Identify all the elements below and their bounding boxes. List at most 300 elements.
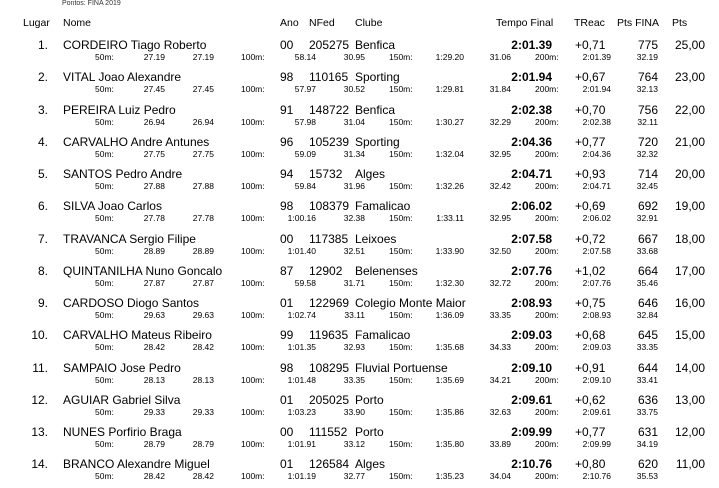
split-100-label: 100m:	[241, 246, 265, 256]
club: Benfica	[355, 38, 396, 52]
fina-points: 692	[637, 199, 658, 213]
fina-points: 636	[637, 393, 658, 407]
split-200-lap: 32.32	[636, 149, 658, 159]
reaction-time: +0,62	[575, 393, 606, 407]
split-100-lap: 31.04	[343, 117, 365, 127]
swimmer-name: VITAL Joao Alexandre	[63, 70, 182, 84]
split-100-label: 100m:	[241, 407, 265, 417]
swimmer-name: AGUIAR Gabriel Silva	[63, 393, 181, 407]
split-100-label: 100m:	[241, 375, 265, 385]
club: Alges	[355, 457, 386, 471]
split-200-label: 200m:	[535, 375, 559, 385]
split-50-label: 50m:	[95, 439, 114, 449]
split-50-cumulative: 27.78	[143, 213, 165, 223]
split-150-cumulative: 1:33.11	[436, 213, 464, 223]
split-200-cumulative: 2:10.76	[582, 471, 611, 481]
split-50-cumulative: 28.13	[143, 375, 165, 385]
split-200-label: 200m:	[535, 342, 559, 352]
place: 9.	[37, 296, 48, 310]
split-200-label: 200m:	[535, 246, 559, 256]
split-50-lap: 29.33	[192, 407, 214, 417]
points: 11,00	[675, 457, 705, 471]
points: 18,00	[674, 232, 705, 246]
place: 11.	[32, 361, 48, 375]
club: Benfica	[355, 103, 396, 117]
split-150-lap: 32.63	[489, 407, 511, 417]
split-150-label: 150m:	[389, 310, 413, 320]
reaction-time: +0,67	[575, 70, 606, 84]
club: Porto	[355, 425, 384, 439]
split-150-lap: 32.42	[489, 181, 511, 191]
split-50-label: 50m:	[95, 278, 114, 288]
club: Belenenses	[355, 264, 418, 278]
place: 2.	[37, 70, 48, 84]
split-200-cumulative: 2:06.02	[582, 213, 611, 223]
fina-points: 720	[637, 135, 658, 149]
federation-number: 119635	[309, 328, 349, 342]
points: 12,00	[674, 425, 705, 439]
club: Alges	[355, 167, 386, 181]
final-time: 2:04.71	[511, 167, 552, 181]
split-50-label: 50m:	[95, 471, 114, 481]
split-200-cumulative: 2:01.94	[582, 84, 611, 94]
split-200-lap: 33.41	[636, 375, 658, 385]
final-time: 2:09.10	[511, 361, 552, 375]
final-time: 2:09.03	[511, 328, 552, 342]
points: 23,00	[674, 70, 705, 84]
club: Leixoes	[355, 232, 397, 246]
split-200-cumulative: 2:04.71	[582, 181, 611, 191]
final-time: 2:09.99	[511, 425, 552, 439]
split-150-label: 150m:	[389, 52, 413, 62]
birth-year: 98	[280, 361, 294, 375]
reaction-time: +0,70	[575, 103, 606, 117]
split-50-cumulative: 27.45	[143, 84, 165, 94]
split-50-label: 50m:	[95, 246, 114, 256]
split-200-lap: 32.91	[636, 213, 658, 223]
points: 17,00	[674, 264, 705, 278]
swimmer-name: NUNES Porfirio Braga	[63, 425, 182, 439]
split-100-cumulative: 1:02.74	[287, 310, 316, 320]
split-150-label: 150m:	[389, 117, 413, 127]
split-150-lap: 31.06	[489, 52, 511, 62]
points: 13,00	[674, 393, 705, 407]
fina-points: 664	[637, 264, 658, 278]
points: 20,00	[674, 167, 705, 181]
header-treac: TReac	[574, 17, 605, 29]
club: Famalicao	[355, 328, 411, 342]
split-100-label: 100m:	[241, 342, 265, 352]
split-100-label: 100m:	[241, 181, 265, 191]
split-200-label: 200m:	[535, 213, 559, 223]
split-100-cumulative: 1:03.23	[287, 407, 316, 417]
federation-number: 117385	[309, 232, 349, 246]
split-200-cumulative: 2:09.03	[582, 342, 611, 352]
federation-number: 205025	[309, 393, 350, 407]
split-200-lap: 35.46	[636, 278, 658, 288]
split-100-lap: 33.12	[343, 439, 365, 449]
split-150-cumulative: 1:35.80	[435, 439, 464, 449]
birth-year: 99	[280, 328, 294, 342]
federation-number: 105239	[309, 135, 350, 149]
swimmer-name: CORDEIRO Tiago Roberto	[63, 38, 207, 52]
final-time: 2:10.76	[511, 457, 552, 471]
split-50-cumulative: 29.33	[143, 407, 165, 417]
split-150-cumulative: 1:32.04	[435, 149, 464, 159]
split-100-label: 100m:	[241, 84, 265, 94]
split-50-lap: 26.94	[192, 117, 214, 127]
split-100-cumulative: 57.98	[294, 117, 316, 127]
split-100-lap: 33.90	[343, 407, 365, 417]
split-100-cumulative: 1:00.16	[287, 213, 316, 223]
birth-year: 87	[280, 264, 294, 278]
split-100-lap: 30.95	[343, 52, 365, 62]
final-time: 2:06.02	[511, 199, 552, 213]
split-100-label: 100m:	[241, 149, 265, 159]
split-50-lap: 28.89	[192, 246, 214, 256]
birth-year: 00	[280, 38, 294, 52]
split-150-label: 150m:	[389, 471, 413, 481]
swimmer-name: CARDOSO Diogo Santos	[63, 296, 200, 310]
split-200-label: 200m:	[535, 278, 559, 288]
split-200-label: 200m:	[535, 310, 559, 320]
final-time: 2:01.94	[511, 70, 552, 84]
club: Colegio Monte Maior	[355, 296, 466, 310]
final-time: 2:08.93	[511, 296, 552, 310]
place: 4.	[37, 135, 48, 149]
split-150-cumulative: 1:36.09	[435, 310, 464, 320]
split-50-lap: 29.63	[192, 310, 214, 320]
split-200-lap: 33.68	[636, 246, 658, 256]
split-200-cumulative: 2:04.36	[582, 149, 611, 159]
split-100-cumulative: 1:01.91	[287, 439, 316, 449]
swimmer-name: CARVALHO Mateus Ribeiro	[63, 328, 212, 342]
split-100-cumulative: 59.58	[294, 278, 316, 288]
reaction-time: +0,69	[575, 199, 606, 213]
split-150-lap: 34.33	[489, 342, 511, 352]
reaction-time: +0,75	[575, 296, 606, 310]
header-tempo: Tempo Final	[496, 17, 554, 29]
split-150-cumulative: 1:33.90	[435, 246, 464, 256]
fina-points: 714	[637, 167, 658, 181]
header-lugar: Lugar	[23, 17, 50, 29]
split-200-cumulative: 2:01.39	[582, 52, 611, 62]
split-100-label: 100m:	[241, 278, 265, 288]
fina-points: 644	[637, 361, 658, 375]
split-100-cumulative: 1:01.35	[287, 342, 316, 352]
split-100-label: 100m:	[241, 471, 265, 481]
points: 14,00	[674, 361, 705, 375]
federation-number: 108295	[309, 361, 350, 375]
club: Sporting	[355, 70, 400, 84]
split-50-lap: 28.13	[192, 375, 214, 385]
place: 3.	[37, 103, 48, 117]
birth-year: 00	[280, 232, 294, 246]
split-150-cumulative: 1:32.26	[435, 181, 464, 191]
place: 13.	[31, 425, 48, 439]
place: 10.	[31, 328, 48, 342]
split-150-cumulative: 1:35.68	[435, 342, 464, 352]
split-150-lap: 34.04	[489, 471, 511, 481]
split-150-lap: 33.35	[489, 310, 511, 320]
place: 7.	[37, 232, 48, 246]
split-200-lap: 32.84	[636, 310, 658, 320]
fina-points: 667	[637, 232, 658, 246]
split-150-label: 150m:	[389, 278, 413, 288]
place: 8.	[37, 264, 48, 278]
fina-points: 756	[637, 103, 658, 117]
header-ptsfina: Pts FINA	[617, 17, 660, 29]
club: Porto	[355, 393, 384, 407]
header-nfed: NFed	[309, 17, 335, 29]
birth-year: 96	[280, 135, 294, 149]
split-200-label: 200m:	[535, 117, 559, 127]
split-150-label: 150m:	[389, 213, 413, 223]
split-100-lap: 32.77	[343, 471, 365, 481]
split-100-cumulative: 1:01.48	[287, 375, 316, 385]
split-100-lap: 33.35	[343, 375, 365, 385]
split-150-label: 150m:	[389, 84, 413, 94]
split-50-cumulative: 27.75	[143, 149, 165, 159]
split-50-lap: 27.78	[192, 213, 214, 223]
split-100-cumulative: 1:01.19	[287, 471, 316, 481]
split-200-label: 200m:	[535, 439, 559, 449]
split-150-label: 150m:	[389, 181, 413, 191]
split-200-lap: 34.19	[636, 439, 658, 449]
swimmer-name: SILVA Joao Carlos	[63, 199, 162, 213]
birth-year: 01	[280, 296, 294, 310]
split-150-cumulative: 1:35.69	[435, 375, 464, 385]
split-150-cumulative: 1:29.81	[435, 84, 464, 94]
split-50-label: 50m:	[95, 407, 114, 417]
split-150-cumulative: 1:29.20	[435, 52, 464, 62]
split-50-lap: 28.42	[192, 342, 214, 352]
split-50-label: 50m:	[95, 84, 114, 94]
fina-points: 631	[637, 425, 658, 439]
split-50-cumulative: 27.88	[143, 181, 165, 191]
split-200-label: 200m:	[535, 471, 559, 481]
split-50-label: 50m:	[95, 117, 114, 127]
federation-number: 126584	[309, 457, 350, 471]
split-100-label: 100m:	[241, 310, 265, 320]
split-50-cumulative: 28.79	[143, 439, 165, 449]
header-pts: Pts	[672, 17, 688, 29]
header-clube: Clube	[355, 17, 383, 29]
split-100-lap: 31.34	[343, 149, 365, 159]
split-50-lap: 27.88	[192, 181, 214, 191]
split-50-label: 50m:	[95, 52, 114, 62]
swimmer-name: TRAVANCA Sergio Filipe	[63, 232, 196, 246]
header-ano: Ano	[280, 17, 299, 29]
place: 6.	[37, 199, 48, 213]
reaction-time: +0,77	[575, 135, 606, 149]
reaction-time: +0,93	[575, 167, 606, 181]
fina-points: 764	[637, 70, 658, 84]
federation-number: 108379	[309, 199, 350, 213]
birth-year: 00	[280, 425, 294, 439]
reaction-time: +0,68	[575, 328, 606, 342]
split-100-cumulative: 59.84	[294, 181, 316, 191]
reaction-time: +0,71	[575, 38, 606, 52]
swimmer-name: SANTOS Pedro Andre	[63, 167, 183, 181]
birth-year: 01	[280, 457, 294, 471]
split-50-cumulative: 27.19	[143, 52, 165, 62]
points: 22,00	[674, 103, 705, 117]
federation-number: 110165	[309, 70, 349, 84]
club: Famalicao	[355, 199, 411, 213]
reaction-time: +1,02	[575, 264, 606, 278]
split-50-cumulative: 28.42	[143, 471, 165, 481]
split-150-label: 150m:	[389, 407, 413, 417]
swimmer-name: CARVALHO Andre Antunes	[63, 135, 210, 149]
split-200-cumulative: 2:07.76	[582, 278, 611, 288]
club: Fluvial Portuense	[355, 361, 448, 375]
birth-year: 98	[280, 70, 294, 84]
place: 5.	[37, 167, 48, 181]
split-200-lap: 33.75	[636, 407, 658, 417]
final-time: 2:04.36	[511, 135, 552, 149]
split-100-lap: 30.52	[343, 84, 365, 94]
place: 1.	[37, 38, 48, 52]
reaction-time: +0,72	[575, 232, 606, 246]
federation-number: 111552	[309, 425, 348, 439]
split-100-label: 100m:	[241, 117, 265, 127]
birth-year: 91	[280, 103, 294, 117]
split-200-label: 200m:	[535, 84, 559, 94]
split-150-cumulative: 1:30.27	[435, 117, 464, 127]
federation-number: 148722	[309, 103, 350, 117]
reaction-time: +0,80	[575, 457, 606, 471]
split-50-lap: 27.75	[192, 149, 214, 159]
final-time: 2:07.76	[511, 264, 552, 278]
split-150-label: 150m:	[389, 246, 413, 256]
split-150-label: 150m:	[389, 375, 413, 385]
split-100-label: 100m:	[241, 213, 265, 223]
split-100-label: 100m:	[241, 52, 265, 62]
split-150-lap: 32.50	[489, 246, 511, 256]
split-200-cumulative: 2:09.10	[582, 375, 611, 385]
split-100-lap: 32.38	[343, 213, 365, 223]
split-150-lap: 33.89	[489, 439, 511, 449]
place: 12.	[31, 393, 48, 407]
split-50-lap: 28.42	[192, 471, 214, 481]
split-150-cumulative: 1:32.30	[435, 278, 464, 288]
split-100-label: 100m:	[241, 439, 265, 449]
swimmer-name: BRANCO Alexandre Miguel	[63, 457, 210, 471]
split-50-cumulative: 28.42	[143, 342, 165, 352]
split-150-cumulative: 1:35.23	[435, 471, 464, 481]
swimmer-name: SAMPAIO Jose Pedro	[63, 361, 181, 375]
club: Sporting	[355, 135, 400, 149]
split-150-label: 150m:	[389, 149, 413, 159]
split-50-label: 50m:	[95, 310, 114, 320]
final-time: 2:07.58	[511, 232, 552, 246]
fina-points: 646	[637, 296, 658, 310]
split-200-lap: 33.35	[636, 342, 658, 352]
split-150-lap: 31.84	[489, 84, 511, 94]
split-200-cumulative: 2:02.38	[582, 117, 611, 127]
split-100-cumulative: 57.97	[294, 84, 316, 94]
split-200-label: 200m:	[535, 181, 559, 191]
split-150-label: 150m:	[389, 342, 413, 352]
split-50-lap: 27.19	[192, 52, 214, 62]
fina-points: 620	[637, 457, 658, 471]
federation-number: 205275	[309, 38, 350, 52]
points: 19,00	[674, 199, 705, 213]
split-100-lap: 32.93	[343, 342, 365, 352]
split-50-cumulative: 27.87	[143, 278, 165, 288]
split-100-cumulative: 58.14	[294, 52, 316, 62]
split-100-lap: 31.96	[343, 181, 365, 191]
federation-number: 122969	[309, 296, 350, 310]
split-200-label: 200m:	[535, 149, 559, 159]
split-50-label: 50m:	[95, 375, 114, 385]
split-100-lap: 31.71	[343, 278, 365, 288]
split-50-cumulative: 29.63	[143, 310, 165, 320]
points: 16,00	[674, 296, 705, 310]
place: 14.	[31, 457, 48, 471]
split-50-lap: 28.79	[192, 439, 214, 449]
split-200-lap: 35.53	[636, 471, 658, 481]
points: 21,00	[674, 135, 705, 149]
split-150-lap: 34.21	[489, 375, 511, 385]
split-200-cumulative: 2:09.99	[582, 439, 611, 449]
split-200-lap: 32.19	[636, 52, 658, 62]
final-time: 2:02.38	[511, 103, 552, 117]
split-150-lap: 32.29	[489, 117, 511, 127]
reaction-time: +0,91	[575, 361, 606, 375]
federation-number: 12902	[309, 264, 343, 278]
split-200-label: 200m:	[535, 407, 559, 417]
swimmer-name: QUINTANILHA Nuno Goncalo	[63, 264, 223, 278]
split-150-label: 150m:	[389, 439, 413, 449]
split-100-cumulative: 1:01.40	[287, 246, 316, 256]
split-200-lap: 32.11	[637, 117, 658, 127]
final-time: 2:09.61	[511, 393, 552, 407]
split-200-label: 200m:	[535, 52, 559, 62]
split-150-lap: 32.95	[489, 149, 511, 159]
points: 15,00	[674, 328, 705, 342]
split-50-cumulative: 26.94	[143, 117, 165, 127]
fina-points: 775	[637, 38, 658, 52]
split-200-cumulative: 2:09.61	[582, 407, 611, 417]
birth-year: 01	[280, 393, 294, 407]
split-50-label: 50m:	[95, 181, 114, 191]
split-50-label: 50m:	[95, 149, 114, 159]
split-200-cumulative: 2:08.93	[582, 310, 611, 320]
birth-year: 94	[280, 167, 294, 181]
split-200-lap: 32.13	[636, 84, 658, 94]
split-50-lap: 27.45	[192, 84, 214, 94]
split-100-lap: 32.51	[343, 246, 365, 256]
split-150-lap: 32.95	[489, 213, 511, 223]
header-nome: Nome	[63, 17, 92, 29]
split-200-lap: 32.45	[636, 181, 658, 191]
reaction-time: +0,77	[575, 425, 606, 439]
split-150-cumulative: 1:35.86	[435, 407, 464, 417]
split-50-label: 50m:	[95, 342, 114, 352]
top-note: Pontos: FINA 2019	[62, 0, 121, 7]
split-200-cumulative: 2:07.58	[582, 246, 611, 256]
swimmer-name: PEREIRA Luiz Pedro	[63, 103, 176, 117]
split-100-lap: 33.11	[344, 310, 365, 320]
final-time: 2:01.39	[511, 38, 552, 52]
split-150-lap: 32.72	[489, 278, 511, 288]
split-50-label: 50m:	[95, 213, 114, 223]
split-50-lap: 27.87	[192, 278, 214, 288]
split-100-cumulative: 59.09	[294, 149, 316, 159]
fina-points: 645	[637, 328, 658, 342]
